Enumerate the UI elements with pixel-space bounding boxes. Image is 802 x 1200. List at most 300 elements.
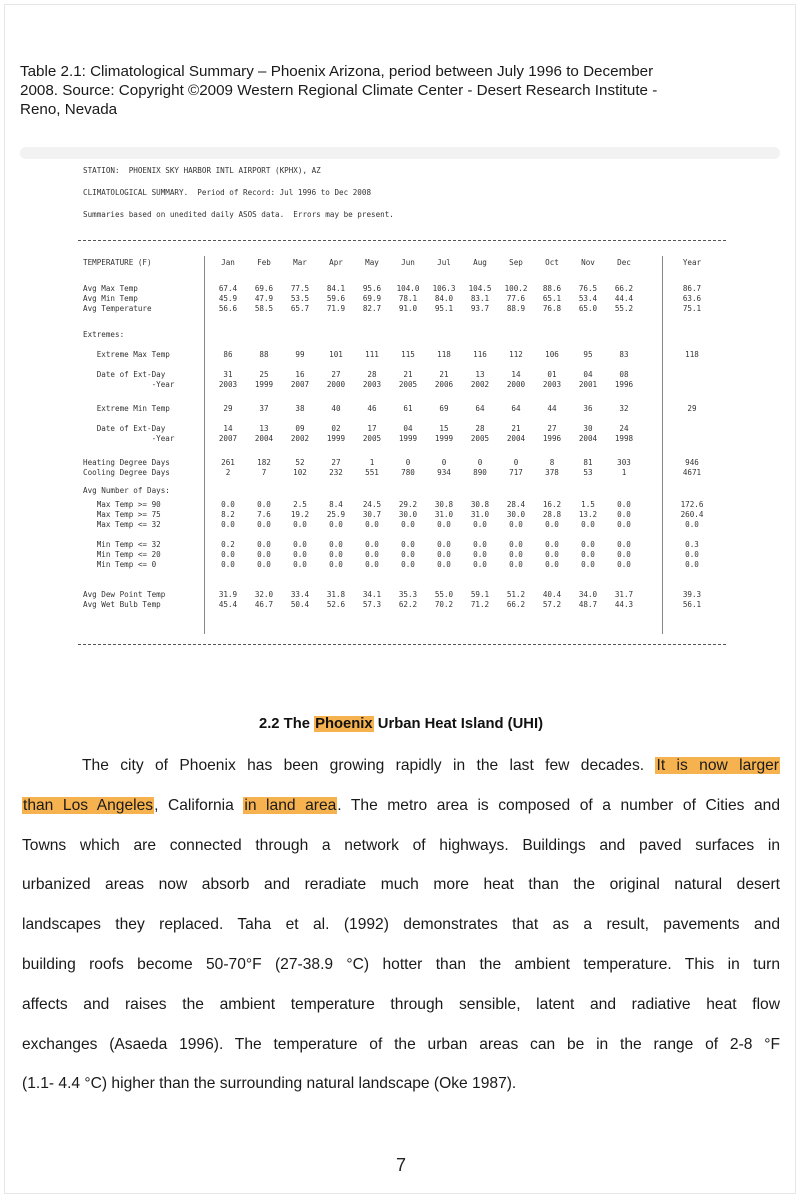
table-row <box>78 380 726 390</box>
table-cell: 70.2 <box>434 600 454 609</box>
table-cell: 67.4 <box>218 284 238 293</box>
table-cell: 69.6 <box>254 284 274 293</box>
table-cell: 40 <box>331 404 341 413</box>
table-cell: 25.9 <box>326 510 346 519</box>
row-label: Cooling Degree Days <box>83 468 170 477</box>
table-cell: 104.5 <box>468 284 492 293</box>
row-label: Extremes: <box>83 330 125 339</box>
year-cell: 63.6 <box>682 294 702 303</box>
row-label: Avg Temperature <box>83 304 152 313</box>
table-cell: 934 <box>437 468 451 477</box>
table-cell: 36 <box>583 404 593 413</box>
table-cell: 0.0 <box>329 560 343 569</box>
row-label: Date of Ext-Day <box>83 370 166 379</box>
table-row <box>78 284 726 294</box>
table-cell: 0.0 <box>365 560 379 569</box>
table-row <box>78 540 726 550</box>
table-cell: Jan <box>221 258 235 267</box>
table-cell: 30.8 <box>470 500 490 509</box>
table-row <box>78 468 726 478</box>
table-cell: 02 <box>331 424 341 433</box>
table-cell: Oct <box>545 258 559 267</box>
table-cell: 2003 <box>218 380 238 389</box>
table-row <box>78 370 726 380</box>
table-cell: Sep <box>509 258 523 267</box>
table-cell: 14 <box>511 370 521 379</box>
table-cell: 2006 <box>434 380 454 389</box>
table-cell: 69 <box>439 404 449 413</box>
table-cell: 61 <box>403 404 413 413</box>
table-row <box>78 590 726 600</box>
year-cell: 75.1 <box>682 304 702 313</box>
table-cell: 104.0 <box>396 284 420 293</box>
table-cell: 65.0 <box>578 304 598 313</box>
table-cell: 0.0 <box>437 520 451 529</box>
table-cell: 0.0 <box>221 560 235 569</box>
table-cell: 2 <box>225 468 231 477</box>
table-header-row <box>78 258 726 268</box>
table-cell: 30.0 <box>398 510 418 519</box>
table-cell: 48.7 <box>578 600 598 609</box>
bleed-through-shadow <box>20 147 780 159</box>
table-cell: 101 <box>329 350 343 359</box>
table-cell: 28 <box>367 370 377 379</box>
table-cell: 111 <box>365 350 379 359</box>
table-cell: 45.9 <box>218 294 238 303</box>
table-cell: 8.4 <box>329 500 343 509</box>
highlight-larger: It is now larger <box>656 757 780 774</box>
table-cell: 8.2 <box>221 510 235 519</box>
row-label: Avg Number of Days: <box>83 486 170 495</box>
table-cell: May <box>365 258 379 267</box>
row-label: Date of Ext-Day <box>83 424 166 433</box>
table-cell: 116 <box>473 350 487 359</box>
table-cell: 44.4 <box>614 294 634 303</box>
table-cell: 95.1 <box>434 304 454 313</box>
table-cell: 83.1 <box>470 294 490 303</box>
table-cell: 32 <box>619 404 629 413</box>
table-row <box>78 500 726 510</box>
paragraph-line-6: building roofs become 50-70°F (27-38.9 °C) hotter than the ambient temperature. This in turn <box>22 955 780 973</box>
table-cell: Jun <box>401 258 415 267</box>
table-row <box>78 520 726 530</box>
table-cell: 47.9 <box>254 294 274 303</box>
row-label: Min Temp <= 20 <box>83 550 161 559</box>
table-cell: 1998 <box>614 434 634 443</box>
table-cell: 29.2 <box>398 500 418 509</box>
table-cell: 31.0 <box>434 510 454 519</box>
table-cell: 2004 <box>578 434 598 443</box>
table-cell: 65.1 <box>542 294 562 303</box>
paragraph-text: , California <box>154 796 244 814</box>
year-cell: 56.1 <box>682 600 702 609</box>
table-row <box>78 304 726 314</box>
table-cell: 86 <box>223 350 233 359</box>
row-label: Max Temp >= 90 <box>83 500 161 509</box>
table-cell: 84.0 <box>434 294 454 303</box>
table-cell: 31.0 <box>470 510 490 519</box>
table-cell: 551 <box>365 468 379 477</box>
bottom-dashed-rule <box>78 644 726 645</box>
table-cell: 0.0 <box>329 520 343 529</box>
table-row <box>78 424 726 434</box>
top-dashed-rule <box>78 240 726 241</box>
table-cell: 69.9 <box>362 294 382 303</box>
table-cell: 40.4 <box>542 590 562 599</box>
row-label: -Year <box>83 380 175 389</box>
table-cell: 35.3 <box>398 590 418 599</box>
table-cell: 0.0 <box>545 520 559 529</box>
year-cell: 29 <box>687 404 697 413</box>
table-cell: 21 <box>439 370 449 379</box>
table-cell: 2005 <box>470 434 490 443</box>
table-cell: 30.7 <box>362 510 382 519</box>
table-cell: 0.0 <box>221 500 235 509</box>
table-cell: 27 <box>547 424 557 433</box>
table-cell: 118 <box>437 350 451 359</box>
table-cell: 13 <box>259 424 269 433</box>
table-cell: 50.4 <box>290 600 310 609</box>
table-cell: 71.2 <box>470 600 490 609</box>
table-cell: 0.0 <box>473 540 487 549</box>
table-cell: 28 <box>475 424 485 433</box>
section-title <box>0 716 802 732</box>
row-label: Avg Dew Point Temp <box>83 590 166 599</box>
table-row <box>78 458 726 468</box>
paragraph-text: . The metro area is composed of a number of Cities and <box>337 796 781 814</box>
table-cell: 0.0 <box>329 550 343 559</box>
table-cell: 31 <box>223 370 233 379</box>
table-cell: 53.5 <box>290 294 310 303</box>
highlight-land-area: in land area <box>244 796 337 814</box>
table-cell: 77.5 <box>290 284 310 293</box>
table-cell: 62.2 <box>398 600 418 609</box>
table-cell: 30 <box>583 424 593 433</box>
table-cell: 0.0 <box>509 540 523 549</box>
table-cell: 0.0 <box>365 550 379 559</box>
table-cell: 717 <box>509 468 523 477</box>
table-cell: 21 <box>403 370 413 379</box>
table-cell: 0.0 <box>617 520 631 529</box>
table-cell: 16.2 <box>542 500 562 509</box>
column-separator <box>662 256 663 634</box>
year-cell: 0.0 <box>685 520 699 529</box>
section-title-prefix: 2.2 The <box>258 716 315 732</box>
table-cell: 56.6 <box>218 304 238 313</box>
table-cell: 15 <box>439 424 449 433</box>
table-row <box>78 294 726 304</box>
year-cell: 118 <box>685 350 699 359</box>
table-cell: 0.0 <box>293 560 307 569</box>
table-cell: 37 <box>259 404 269 413</box>
table-cell: 13 <box>475 370 485 379</box>
table-cell: 2004 <box>506 434 526 443</box>
table-cell: 38 <box>295 404 305 413</box>
table-cell: 1999 <box>326 434 346 443</box>
highlight-los-angeles: than Los Angeles <box>23 796 154 814</box>
table-cell: 88.6 <box>542 284 562 293</box>
table-cell: 82.7 <box>362 304 382 313</box>
scanned-climate-table <box>78 160 728 660</box>
summary-line: CLIMATOLOGICAL SUMMARY. Period of Record: Jul 1996 to Dec 2008 <box>83 188 372 197</box>
table-cell: 78.1 <box>398 294 418 303</box>
table-cell: 76.8 <box>542 304 562 313</box>
table-cell: 780 <box>401 468 415 477</box>
table-cell: 0.0 <box>545 560 559 569</box>
note-line: Summaries based on unedited daily ASOS data. Errors may be present. <box>83 210 394 219</box>
paragraph-line-1 <box>22 746 780 786</box>
body-paragraph <box>22 746 780 1104</box>
table-row <box>78 434 726 444</box>
table-cell: 0.0 <box>617 560 631 569</box>
table-cell: 95 <box>583 350 593 359</box>
table-cell: 100.2 <box>504 284 528 293</box>
table-cell: Jul <box>437 258 451 267</box>
row-label: -Year <box>83 434 175 443</box>
caption-line-3: Reno, Nevada <box>20 101 118 118</box>
table-cell: 2005 <box>362 434 382 443</box>
table-cell: 57.3 <box>362 600 382 609</box>
row-label: Max Temp <= 32 <box>83 520 161 529</box>
page-number: 7 <box>395 1155 406 1175</box>
table-cell: 08 <box>619 370 629 379</box>
table-cell: 58.5 <box>254 304 274 313</box>
caption-line-1: Table 2.1: Climatological Summary – Phoenix Arizona, period between July 1996 to December <box>20 63 654 80</box>
year-cell: 260.4 <box>680 510 704 519</box>
row-label: Avg Wet Bulb Temp <box>83 600 161 609</box>
table-cell: 2003 <box>362 380 382 389</box>
year-cell: Year <box>682 258 702 267</box>
table-cell: 31.9 <box>218 590 238 599</box>
table-cell: 81 <box>583 458 593 467</box>
table-cell: 45.4 <box>218 600 238 609</box>
table-cell: 0.0 <box>401 520 415 529</box>
table-cell: 0.0 <box>257 540 271 549</box>
table-cell: 04 <box>403 424 413 433</box>
table-cell: 0.0 <box>617 500 631 509</box>
table-row <box>78 550 726 560</box>
table-cell: 0.0 <box>221 520 235 529</box>
table-cell: Nov <box>581 258 595 267</box>
table-cell: 0.0 <box>257 560 271 569</box>
table-cell: 0.0 <box>545 550 559 559</box>
table-cell: 0.0 <box>257 550 271 559</box>
table-cell: 102 <box>293 468 307 477</box>
table-cell: 0.0 <box>617 550 631 559</box>
table-cell: 14 <box>223 424 233 433</box>
table-cell: 0.0 <box>257 520 271 529</box>
table-cell: 64 <box>475 404 485 413</box>
table-cell: 1996 <box>542 434 562 443</box>
table-cell: 55.0 <box>434 590 454 599</box>
year-cell: 946 <box>685 458 699 467</box>
table-cell: 28.4 <box>506 500 526 509</box>
table-cell: 95.6 <box>362 284 382 293</box>
section-title-suffix: Urban Heat Island (UHI) <box>373 716 544 732</box>
table-cell: 1999 <box>254 380 274 389</box>
table-cell: 34.1 <box>362 590 382 599</box>
table-cell: 66.2 <box>506 600 526 609</box>
table-cell: 1.5 <box>581 500 595 509</box>
table-cell: 7.6 <box>257 510 271 519</box>
table-cell: 59.1 <box>470 590 490 599</box>
table-cell: 0.0 <box>293 520 307 529</box>
table-cell: 27 <box>331 458 341 467</box>
row-label: Heating Degree Days <box>83 458 170 467</box>
table-cell: 0.2 <box>221 540 235 549</box>
section-title-highlight: Phoenix <box>315 716 373 732</box>
table-cell: Mar <box>293 258 307 267</box>
table-cell: 2007 <box>218 434 238 443</box>
year-cell: 172.6 <box>680 500 704 509</box>
table-cell: 88.9 <box>506 304 526 313</box>
table-cell: 378 <box>545 468 559 477</box>
table-cell: 232 <box>329 468 343 477</box>
table-cell: 64 <box>511 404 521 413</box>
table-cell: 0.0 <box>581 550 595 559</box>
table-cell: 0.0 <box>221 550 235 559</box>
paragraph-line-4: urbanized areas now absorb and reradiate much more heat than the original natural desert <box>22 876 780 894</box>
table-cell: 7 <box>261 468 267 477</box>
table-cell: 2005 <box>398 380 418 389</box>
table-cell: 1999 <box>434 434 454 443</box>
table-cell: 84.1 <box>326 284 346 293</box>
table-cell: 51.2 <box>506 590 526 599</box>
row-label: Min Temp <= 0 <box>83 560 157 569</box>
table-row <box>78 404 726 414</box>
table-cell: 106 <box>545 350 559 359</box>
table-cell: 0 <box>513 458 519 467</box>
table-cell: 09 <box>295 424 305 433</box>
table-cell: 106.3 <box>432 284 456 293</box>
table-cell: 57.2 <box>542 600 562 609</box>
table-cell: 0.0 <box>329 540 343 549</box>
table-cell: 28.8 <box>542 510 562 519</box>
table-cell: 16 <box>295 370 305 379</box>
table-cell: 1 <box>621 468 627 477</box>
table-cell: 2000 <box>326 380 346 389</box>
table-cell: 0.0 <box>437 560 451 569</box>
paragraph-text: The city of Phoenix has been growing rapidly in the last few decades. <box>82 757 656 774</box>
table-cell: 52 <box>295 458 305 467</box>
row-label: TEMPERATURE (F) <box>83 258 152 267</box>
table-cell: 0.0 <box>581 540 595 549</box>
table-cell: 2.5 <box>293 500 307 509</box>
year-cell: 0.3 <box>685 540 699 549</box>
table-cell: 0.0 <box>437 550 451 559</box>
table-cell: 83 <box>619 350 629 359</box>
table-cell: 0.0 <box>437 540 451 549</box>
row-label: Extreme Max Temp <box>83 350 170 359</box>
table-cell: 2007 <box>290 380 310 389</box>
table-cell: Aug <box>473 258 487 267</box>
row-label: Avg Max Temp <box>83 284 138 293</box>
table-cell: 46 <box>367 404 377 413</box>
paragraph-line-2 <box>22 786 780 826</box>
table-cell: 30.0 <box>506 510 526 519</box>
table-cell: 53.4 <box>578 294 598 303</box>
row-label: Max Temp >= 75 <box>83 510 161 519</box>
table-cell: 01 <box>547 370 557 379</box>
table-cell: 2002 <box>470 380 490 389</box>
table-cell: 88 <box>259 350 269 359</box>
table-cell: 53 <box>583 468 593 477</box>
table-cell: 24.5 <box>362 500 382 509</box>
table-cell: 8 <box>549 458 555 467</box>
year-cell: 86.7 <box>682 284 702 293</box>
year-cell: 39.3 <box>682 590 702 599</box>
table-cell: 0.0 <box>473 550 487 559</box>
table-cell: 34.0 <box>578 590 598 599</box>
table-cell: Apr <box>329 258 343 267</box>
table-row <box>78 560 726 570</box>
paragraph-line-3: Towns which are connected through a network of highways. Buildings and paved surfaces in <box>22 836 780 854</box>
table-cell: 0.0 <box>365 540 379 549</box>
table-cell: 21 <box>511 424 521 433</box>
row-label: Min Temp <= 32 <box>83 540 161 549</box>
table-cell: 0.0 <box>509 550 523 559</box>
table-cell: 0.0 <box>509 560 523 569</box>
table-cell: 0.0 <box>581 520 595 529</box>
table-row <box>78 350 726 360</box>
table-row <box>78 330 726 340</box>
table-cell: 31.8 <box>326 590 346 599</box>
table-cell: 29 <box>223 404 233 413</box>
table-cell: 261 <box>221 458 235 467</box>
table-cell: 0.0 <box>365 520 379 529</box>
table-cell: 33.4 <box>290 590 310 599</box>
paragraph-line-9: (1.1- 4.4 °C) higher than the surrounding natural landscape (Oke 1987). <box>22 1075 517 1093</box>
table-cell: 1999 <box>398 434 418 443</box>
table-cell: 0 <box>477 458 483 467</box>
table-cell: 19.2 <box>290 510 310 519</box>
year-cell: 0.0 <box>685 560 699 569</box>
table-cell: 0.0 <box>257 500 271 509</box>
table-cell: 32.0 <box>254 590 274 599</box>
row-label: Extreme Min Temp <box>83 404 170 413</box>
table-cell: 0.0 <box>401 560 415 569</box>
paragraph-line-5: landscapes they replaced. Taha et al. (1992) demonstrates that as a result, pavements and <box>22 916 780 934</box>
table-cell: 2000 <box>506 380 526 389</box>
table-cell: 44.3 <box>614 600 634 609</box>
table-cell: 0.0 <box>401 540 415 549</box>
table-cell: 0.0 <box>509 520 523 529</box>
column-separator <box>204 256 205 634</box>
table-cell: 0.0 <box>581 560 595 569</box>
table-cell: 99 <box>295 350 305 359</box>
table-cell: 17 <box>367 424 377 433</box>
table-cell: 66.2 <box>614 284 634 293</box>
table-cell: 77.6 <box>506 294 526 303</box>
station-line: STATION: PHOENIX SKY HARBOR INTL AIRPORT (KPHX), AZ <box>83 166 321 175</box>
table-row <box>78 486 726 496</box>
table-cell: 24 <box>619 424 629 433</box>
table-cell: 0.0 <box>293 550 307 559</box>
year-cell: 0.0 <box>685 550 699 559</box>
year-cell: 4671 <box>682 468 702 477</box>
table-cell: 0.0 <box>293 540 307 549</box>
caption-line-2: 2008. Source: Copyright ©2009 Western Regional Climate Center - Desert Research Institute - <box>20 82 658 99</box>
table-cell: 25 <box>259 370 269 379</box>
table-cell: 182 <box>257 458 271 467</box>
table-cell: 0.0 <box>617 540 631 549</box>
table-caption <box>20 62 780 119</box>
table-cell: 76.5 <box>578 284 598 293</box>
table-cell: 30.8 <box>434 500 454 509</box>
table-cell: 55.2 <box>614 304 634 313</box>
table-cell: 2001 <box>578 380 598 389</box>
table-row <box>78 510 726 520</box>
